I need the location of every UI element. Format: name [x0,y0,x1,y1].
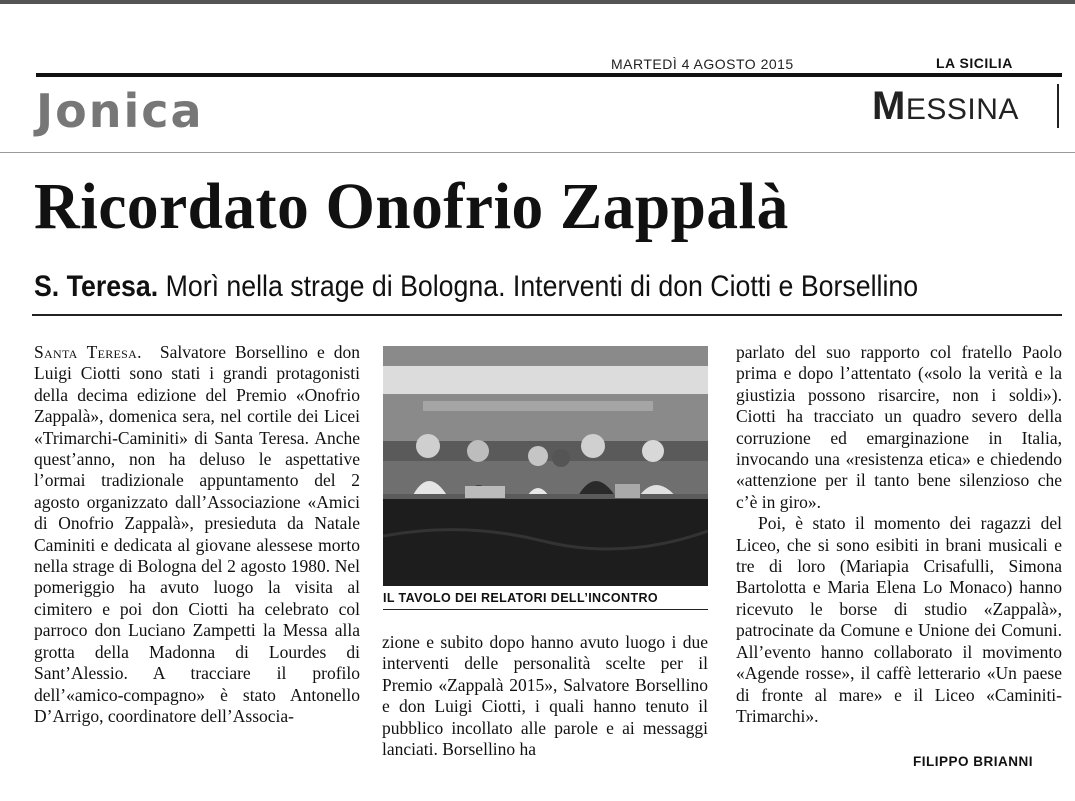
caption-rule [383,609,708,610]
section-title: Jonica [36,84,204,138]
column-3-paragraph-1: parlato del suo rapporto col fratello Paolo prima e dopo l’attentato («solo la verità e la giustizia possono risarcire, non i soldi»). Ciotti ha tracciato un quadro severo della corruzione ed emarginazione in Italia, invocando una «resistenza etica» e chiedendo «attenzione per il tanto bene silenzioso che c’è in giro». [736,342,1062,512]
article-headline: Ricordato Onofrio Zappalà [34,170,789,243]
top-border [0,0,1075,4]
column-2-text: zione e subito dopo hanno avuto luogo i due interventi delle personalità scelte per il Premio «Zappalà 2015», Salvatore Borsellino e don Luigi Ciotti, i quali hanno tenuto il pubblico incollato alle parole e ai messaggi lanciati. Borsellino ha [382,632,708,760]
article-column-3 [736,342,1062,727]
column-1-text: Salvatore Borsellino e don Luigi Ciotti sono stati i grandi protagonisti della decima edizione del Premio «Onofrio Zappalà», domenica sera, nel cortile dei Licei «Trimarchi-Caminiti» di Santa Teresa. Anche quest’anno, non ha deluso le aspettative l’ormai tradizionale appuntamento del 2 agosto organizzato dall’Associazione «Amici di Onofrio Zappalà», presieduta da Natale Caminiti e dedicata al giovane alessese morto nella strage di Bologna del 2 agosto 1980. Nel pomeriggio ha avuto luogo la visita al cimitero e poi don Ciotti ha celebrato col parroco don Luciano Zampetti la Messa alla grotta della Madonna di Lourdes di Sant’Alessio. A tracciare il profilo dell’«amico-compagno» è stato Antonello D’Arrigo, coordinatore dell’Associa- [34,342,360,726]
photo-caption: IL TAVOLO DEI RELATORI DELL’INCONTRO [383,591,659,605]
issue-date: MARTEDÌ 4 AGOSTO 2015 [611,56,794,72]
article-column-1 [34,342,360,727]
article-column-2 [382,632,708,760]
article-photo [383,346,708,586]
subheadline-kicker: S. Teresa. [34,270,159,303]
article-subheadline [34,272,918,302]
photo-illustration [383,346,708,586]
newspaper-name: LA SICILIA [936,55,1013,71]
article-byline: FILIPPO BRIANNI [913,754,1034,769]
city-section-label [872,86,1019,126]
subheadline-text: Morì nella strage di Bologna. Interventi di don Ciotti e Borsellino [165,270,919,303]
city-section-text: MESSINA [872,84,1019,128]
section-rule [0,152,1075,153]
city-divider [1057,84,1059,128]
header-rule [36,73,1062,77]
column-3-paragraph-2: Poi, è stato il momento dei ragazzi del Liceo, che si sono esibiti in brani musicali e tre di loro (Mariapia Crisafulli, Simona Bartolotta e Maria Elena Lo Monaco) hanno ricevuto le borse di studio «Zappalà», patrocinate da Comune e Unione dei Comuni. All’evento hanno collaborato il movimento «Agende rosse», il caffè letterario «Un paese di fronte al mare» e il Liceo «Caminiti-Trimarchi». [736,513,1062,726]
article-dateline: Santa Teresa. [34,342,142,362]
subheadline-rule [32,314,1062,316]
